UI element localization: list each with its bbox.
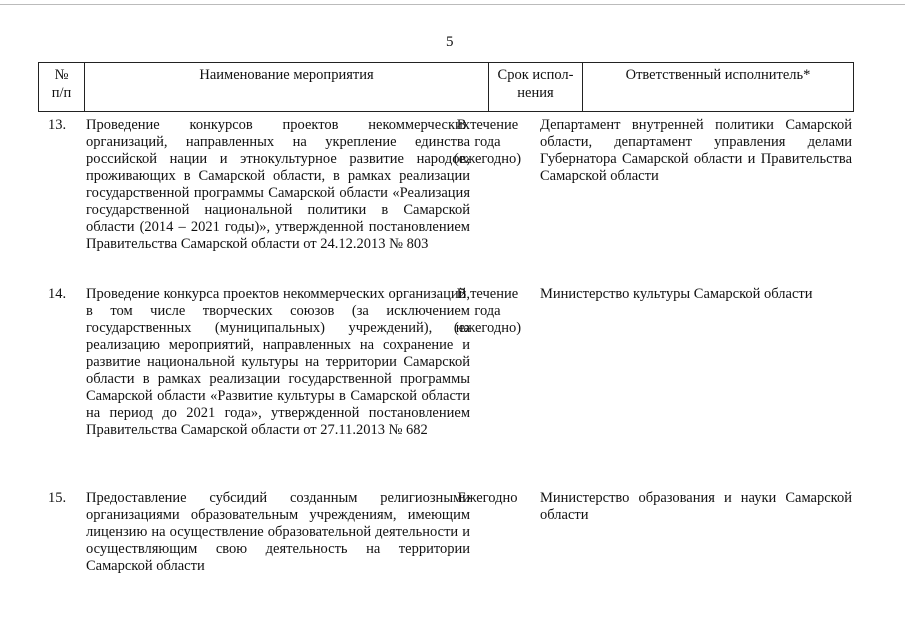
header-num-label: № п/п xyxy=(51,67,72,101)
header-name-label: Наименование мероприятия xyxy=(199,67,374,83)
row-name: Предоставление субсидий созданным религиозными организациями образовательным учреждениям, имеющим лицензию на осуществление образовательной деятельности и осуществляющим свою деятельность на территории Самарской области xyxy=(86,490,470,574)
page-number: 5 xyxy=(446,34,454,50)
row-term: В течение года (ежегодно) xyxy=(453,286,522,336)
table-header xyxy=(38,62,854,112)
header-term-label: Срок испол- нения xyxy=(497,67,574,101)
row-num: 13. xyxy=(48,117,67,133)
row-term: Ежегодно xyxy=(457,490,518,506)
row-num: 14. xyxy=(48,286,67,302)
row-name: Проведение конкурса проектов некоммерческих организаций, в том числе творческих союзов (за исключением государственных (муниципальных) учреждений), на реализацию мероприятий, направленных на сохранение и развитие национальной культуры на территории Самарской области в рамках реализации государственной программы Самарской области «Развитие культуры в Самарской области на период до 2021 года», утвержденной постановлением Правительства Самарской области от 27.11.2013 № 682 xyxy=(86,286,470,438)
header-responsible xyxy=(583,63,854,112)
header-name xyxy=(85,63,489,112)
header-term xyxy=(489,63,583,112)
scan-edge-line xyxy=(0,4,905,5)
row-responsible: Департамент внутренней политики Самарской области, департамент управления делами Губернатора Самарской области и Правительства Самарской области xyxy=(540,117,852,184)
header-responsible-label: Ответственный исполнитель* xyxy=(625,67,811,83)
row-responsible: Министерство образования и науки Самарской области xyxy=(540,490,852,523)
row-num: 15. xyxy=(48,490,67,506)
row-name: Проведение конкурсов проектов некоммерческих организаций, направленных на укрепление единства российской нации и этнокультурное развитие народов, проживающих в Самарской области, в рамках реализации государственной программы Самарской области «Реализация государственной национальной политики в Самарской области (2014 – 2021 годы)», утвержденной постановлением Правительства Самарской области от 24.12.2013 № 803 xyxy=(86,117,470,252)
row-responsible: Министерство культуры Самарской области xyxy=(540,286,813,302)
row-term: В течение года (ежегодно) xyxy=(453,117,522,167)
header-num xyxy=(39,63,85,112)
